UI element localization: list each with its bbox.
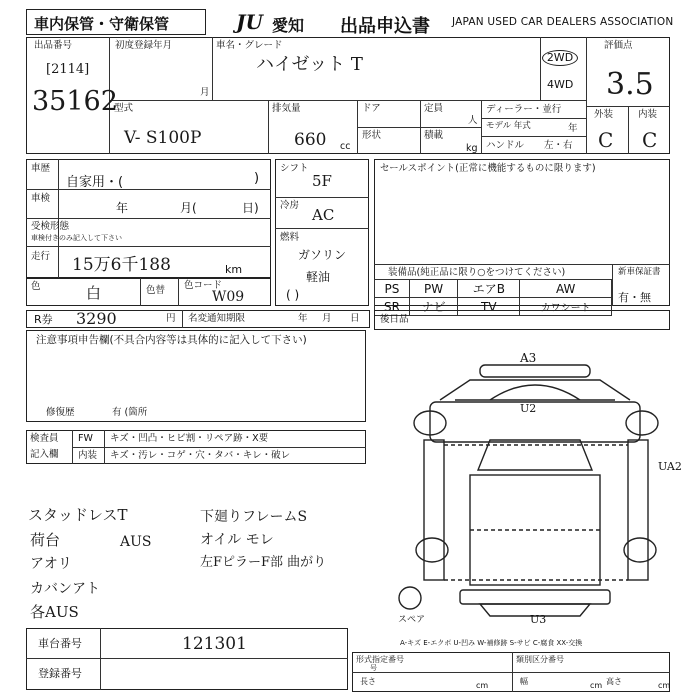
car-name-label: 車名・グレード [216,40,283,51]
inspector-fw-label: FW [78,433,93,444]
dealer-label: ディーラー・並行 [486,104,562,115]
drive-4wd: 4WD [547,78,574,91]
after-fit-box [374,310,670,330]
first-reg-month: 月 [200,87,210,98]
width-cm: cm [590,681,603,690]
association-name: JAPAN USED CAR DEALERS ASSOCIATION [452,16,674,28]
repair-value: 有 (箇所 [112,407,148,418]
width-label: 幅 [520,677,528,686]
chassis-value: 121301 [182,634,247,654]
fuel-other: ( ) [286,288,300,302]
model-year-label: モデル 年式 [486,121,531,131]
note-pillar: 左FピラーF部 曲がり [200,555,327,570]
diagram-label-ua2: UA2 [658,460,682,473]
handle-lr: 左・右 [544,140,573,151]
note-aus: AUS [120,534,152,550]
equip-pw[interactable]: PW [409,280,457,298]
name-change-month: 月 [322,313,332,324]
equip-sr[interactable]: SR [375,298,410,316]
ju-logo: JU [236,10,263,34]
load-unit: kg [466,143,478,154]
doors-label: ドア [362,103,381,114]
lot-number: 35162 [32,86,118,117]
class-no-label: 類別区分番号 [516,655,564,664]
color-code-label: 色コード [184,280,223,291]
note-frame: 下廻りフレームS [200,509,308,525]
aichi-label: 愛知 [272,16,305,35]
first-reg-label: 初度登録年月 [115,40,173,51]
diagram-label-u2: U2 [520,402,537,415]
warranty-value: 有・無 [618,291,651,304]
capacity-label: 定員 [424,103,444,114]
inspect-form-note: 車検付きのみ記入して下さい [31,234,122,242]
grade-label: 評価点 [604,40,633,51]
note-cab-back: カバンアト [30,581,100,597]
note-oil: オイル モレ [200,532,274,548]
inspection-year: 年 [116,201,129,215]
note-each-aus: 各AUS [30,603,79,621]
note-aori: アオリ [30,556,72,572]
length-cm: cm [476,681,489,690]
equipment-label: 装備品(純正品に限り○をつけてください) [388,267,566,278]
model-value: V- S100P [124,128,202,148]
color-label: 色 [31,281,41,292]
inspect-form-label: 受検形態 [31,221,70,232]
mileage-unit: km [225,263,243,276]
lot-sub-number: [2114] [46,62,90,77]
note-studless: スタッドレスT [28,506,128,524]
history-label: 車歴 [31,163,51,174]
recycle-value: 3290 [76,309,117,328]
chassis-label: 車台番号 [38,637,82,650]
history-close: ) [254,171,260,186]
diagram-label-u3: U3 [530,613,547,625]
shape-no-label: 形式指定番号 [356,655,404,664]
model-year-unit: 年 [568,123,578,134]
length-label: 長さ [360,677,376,686]
model-label: 型式 [114,103,134,114]
fuel-label: 燃料 [280,232,300,243]
name-change-label: 名変通知期限 [188,313,246,324]
mileage-value: 15万6千188 [72,255,171,275]
name-change-year: 年 [298,313,308,324]
inspector-label-1: 検査員 [30,433,59,444]
grade-int-value: C [642,128,658,152]
equip-ps[interactable]: PS [375,280,410,298]
inspection-label: 車検 [31,193,51,204]
color-change-label: 色替 [146,285,166,296]
ac-value: AC [312,206,335,224]
shape-label: 形状 [362,130,382,141]
damage-legend: A-キズ E-エクボ U-凹み W-補修跡 S-サビ C-腐食 XX-交換 [400,639,583,647]
recycle-label: R券 [34,313,53,326]
height-cm: cm [658,681,671,690]
inspection-month: 月( [180,201,197,215]
recycle-unit: 円 [166,313,176,324]
shape-no-unit: 号 [370,664,377,672]
diagram-label-a3: A3 [520,351,537,365]
note-cargo: 荷台 [30,531,61,549]
equip-tv[interactable]: TV [458,298,520,316]
fuel-gasoline: ガソリン [298,248,347,262]
inspector-fw-items: キズ・凹凸・ヒビ割・リペア跡・X要 [110,433,269,444]
car-diagram [370,340,690,625]
lot-number-label: 出品番号 [34,40,73,51]
mileage-label: 走行 [31,251,51,262]
fuel-diesel: 軽油 [306,270,331,284]
diagram-spare-label: スペア [398,615,426,625]
inspection-day: 日) [242,201,259,215]
capacity-unit: 人 [468,115,478,126]
history-value: 自家用・( [66,175,124,190]
shift-value: 5F [312,172,332,190]
height-label: 高さ [606,677,622,686]
grade-ext-label: 外装 [594,109,614,120]
inspector-label-2: 記入欄 [30,449,59,460]
name-change-day: 日 [350,313,360,324]
color-code-value: W09 [212,289,245,305]
inspector-int-items: キズ・汚レ・コゲ・穴・タバ・キレ・破レ [110,450,291,461]
grade-value: 3.5 [606,67,654,102]
equip-aw[interactable]: AW [520,280,612,298]
handle-label: ハンドル [486,140,525,151]
drive-2wd: 2WD [542,50,578,66]
load-label: 積載 [424,130,444,141]
warranty-label: 新車保証書 [618,267,661,277]
displacement-unit: cc [340,141,351,152]
ac-label: 冷房 [280,200,300,211]
shift-label: シフト [280,163,309,174]
after-fit-label: 後日品 [380,314,409,325]
sales-point-label: セールスポイント(正常に機能するものに限ります) [380,163,596,174]
displacement-value: 660 [294,130,327,150]
repair-label: 修復歴 [46,407,75,418]
notes-label: 注意事項申告欄(不具合内容等は具体的に記入して下さい) [36,334,307,346]
equip-navi[interactable]: ナビ [409,298,457,316]
color-value: 白 [86,284,102,302]
displacement-label: 排気量 [272,103,301,114]
registration-label: 登録番号 [38,667,82,680]
storage-label: 車内保管・守衛保管 [34,15,170,33]
grade-ext-value: C [598,128,614,152]
equip-leather[interactable]: カワシート [520,298,612,316]
sheet-title: 出品申込書 [340,16,430,37]
car-name-value: ハイゼット T [256,54,363,75]
equip-airbag[interactable]: エアB [458,280,520,298]
grade-int-label: 内装 [638,109,658,120]
inspector-int-label: 内装 [78,450,98,461]
